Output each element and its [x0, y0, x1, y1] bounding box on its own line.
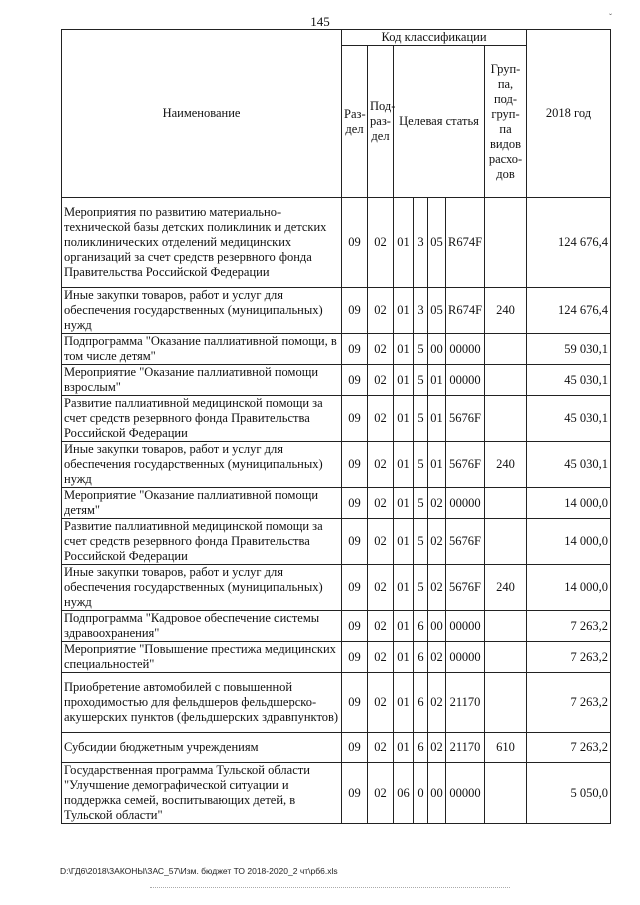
row-amount: 59 030,1	[527, 334, 611, 365]
row-event: 00	[428, 611, 446, 642]
row-section: 09	[342, 565, 368, 611]
table-row	[62, 442, 611, 488]
row-amount: 45 030,1	[527, 442, 611, 488]
row-amount: 14 000,0	[527, 565, 611, 611]
row-direction: 21170	[446, 673, 485, 733]
row-subprogram: 5	[414, 365, 428, 396]
header-section: Раз-дел	[342, 46, 368, 198]
row-direction: 5676F	[446, 519, 485, 565]
row-direction: R674F	[446, 288, 485, 334]
row-expense-group	[485, 642, 527, 673]
row-direction: 21170	[446, 733, 485, 763]
row-subprogram: 5	[414, 519, 428, 565]
scan-artifact-line	[150, 887, 510, 888]
row-subsection: 02	[368, 611, 394, 642]
row-name: Мероприятие "Повышение престижа медицинских специальностей"	[62, 642, 342, 673]
row-amount: 14 000,0	[527, 519, 611, 565]
row-name: Государственная программа Тульской области "Улучшение демографической ситуации и поддержка семей, воспитывающих детей, в Тульской области"	[62, 763, 342, 824]
table-row	[62, 565, 611, 611]
row-name: Иные закупки товаров, работ и услуг для обеспечения государственных (муниципальных) нужд	[62, 565, 342, 611]
page-number: 145	[310, 14, 330, 29]
row-program: 01	[394, 396, 414, 442]
row-name: Мероприятие "Оказание паллиативной помощи взрослым"	[62, 365, 342, 396]
row-expense-group	[485, 334, 527, 365]
row-expense-group	[485, 611, 527, 642]
row-program: 01	[394, 673, 414, 733]
row-name: Мероприятия по развитию материально-технической базы детских поликлиник и детских поликлинических отделений медицинских организаций за счет средств резервного фонда Правительства Российской Федерации	[62, 198, 342, 288]
header-subsection: Под-раз-дел	[368, 46, 394, 198]
row-subsection: 02	[368, 565, 394, 611]
row-amount: 14 000,0	[527, 488, 611, 519]
row-subprogram: 3	[414, 198, 428, 288]
header-classification-code: Код классификации	[342, 30, 527, 46]
row-direction: 00000	[446, 365, 485, 396]
row-section: 09	[342, 396, 368, 442]
row-expense-group: 240	[485, 442, 527, 488]
row-name: Развитие паллиативной медицинской помощи за счет средств резервного фонда Правительства Российской Федерации	[62, 396, 342, 442]
row-amount: 7 263,2	[527, 673, 611, 733]
table-row	[62, 288, 611, 334]
row-subsection: 02	[368, 763, 394, 824]
row-expense-group	[485, 488, 527, 519]
row-subprogram: 5	[414, 442, 428, 488]
row-program: 01	[394, 611, 414, 642]
row-section: 09	[342, 442, 368, 488]
row-name: Подпрограмма "Кадровое обеспечение системы здравоохранения"	[62, 611, 342, 642]
row-subprogram: 5	[414, 565, 428, 611]
header-expense-group: Груп-па, под-груп-па видов расхо-дов	[485, 46, 527, 198]
row-amount: 45 030,1	[527, 396, 611, 442]
row-subsection: 02	[368, 288, 394, 334]
row-subprogram: 6	[414, 642, 428, 673]
row-subsection: 02	[368, 642, 394, 673]
row-name: Иные закупки товаров, работ и услуг для обеспечения государственных (муниципальных) нужд	[62, 288, 342, 334]
row-name: Приобретение автомобилей с повышенной проходимостью для фельдшеров фельдшерско-акушерских пунктов (фельдшерских здравпунктов)	[62, 673, 342, 733]
row-event: 01	[428, 365, 446, 396]
row-direction: 00000	[446, 611, 485, 642]
row-direction: 00000	[446, 642, 485, 673]
row-subsection: 02	[368, 733, 394, 763]
row-program: 01	[394, 565, 414, 611]
row-subprogram: 5	[414, 396, 428, 442]
row-expense-group: 610	[485, 733, 527, 763]
row-subprogram: 6	[414, 733, 428, 763]
table-body	[62, 198, 611, 824]
row-section: 09	[342, 673, 368, 733]
row-section: 09	[342, 334, 368, 365]
row-program: 01	[394, 733, 414, 763]
table-row	[62, 611, 611, 642]
row-event: 02	[428, 488, 446, 519]
row-event: 02	[428, 642, 446, 673]
row-section: 09	[342, 763, 368, 824]
table-row	[62, 673, 611, 733]
row-subsection: 02	[368, 198, 394, 288]
row-direction: 00000	[446, 763, 485, 824]
row-subprogram: 6	[414, 611, 428, 642]
budget-table	[61, 29, 611, 824]
row-section: 09	[342, 611, 368, 642]
row-subprogram: 0	[414, 763, 428, 824]
row-expense-group	[485, 365, 527, 396]
row-amount: 7 263,2	[527, 733, 611, 763]
row-event: 02	[428, 733, 446, 763]
row-section: 09	[342, 733, 368, 763]
row-expense-group: 240	[485, 288, 527, 334]
table-row	[62, 763, 611, 824]
file-path-footer: D:\ГД6\2018\ЗАКОНЫ\ЗАС_57\Изм. бюджет ТО 2018-2020_2 чт\рб6.xls	[60, 866, 338, 876]
row-direction: 00000	[446, 488, 485, 519]
row-subprogram: 6	[414, 673, 428, 733]
row-event: 00	[428, 334, 446, 365]
row-amount: 7 263,2	[527, 642, 611, 673]
row-subprogram: 3	[414, 288, 428, 334]
row-name: Субсидии бюджетным учреждениям	[62, 733, 342, 763]
row-event: 00	[428, 763, 446, 824]
row-program: 01	[394, 334, 414, 365]
row-event: 01	[428, 396, 446, 442]
row-amount: 7 263,2	[527, 611, 611, 642]
row-expense-group	[485, 396, 527, 442]
table-row	[62, 396, 611, 442]
row-section: 09	[342, 642, 368, 673]
table-row	[62, 365, 611, 396]
header-target-item: Целевая статья	[394, 46, 485, 198]
row-program: 01	[394, 642, 414, 673]
row-subsection: 02	[368, 396, 394, 442]
row-amount: 124 676,4	[527, 198, 611, 288]
row-subprogram: 5	[414, 334, 428, 365]
row-name: Развитие паллиативной медицинской помощи за счет средств резервного фонда Правительства Российской Федерации	[62, 519, 342, 565]
row-program: 01	[394, 288, 414, 334]
row-program: 01	[394, 198, 414, 288]
table-row	[62, 519, 611, 565]
row-event: 02	[428, 519, 446, 565]
row-subprogram: 5	[414, 488, 428, 519]
header-year: 2018 год	[527, 30, 611, 198]
row-direction: 5676F	[446, 565, 485, 611]
row-name: Мероприятие "Оказание паллиативной помощи детям"	[62, 488, 342, 519]
row-amount: 45 030,1	[527, 365, 611, 396]
row-event: 02	[428, 673, 446, 733]
table-row	[62, 642, 611, 673]
row-section: 09	[342, 488, 368, 519]
row-expense-group: 240	[485, 565, 527, 611]
row-subsection: 02	[368, 673, 394, 733]
row-direction: 5676F	[446, 396, 485, 442]
row-program: 06	[394, 763, 414, 824]
header-name: Наименование	[62, 30, 342, 198]
row-name: Подпрограмма "Оказание паллиативной помощи, в том числе детям"	[62, 334, 342, 365]
row-program: 01	[394, 365, 414, 396]
row-direction: 5676F	[446, 442, 485, 488]
row-subsection: 02	[368, 519, 394, 565]
row-section: 09	[342, 519, 368, 565]
table-row	[62, 733, 611, 763]
table-row	[62, 198, 611, 288]
row-section: 09	[342, 198, 368, 288]
row-subsection: 02	[368, 365, 394, 396]
row-name: Иные закупки товаров, работ и услуг для обеспечения государственных (муниципальных) нужд	[62, 442, 342, 488]
row-direction: 00000	[446, 334, 485, 365]
row-program: 01	[394, 442, 414, 488]
row-event: 05	[428, 288, 446, 334]
row-event: 02	[428, 565, 446, 611]
row-section: 09	[342, 288, 368, 334]
row-program: 01	[394, 488, 414, 519]
row-direction: R674F	[446, 198, 485, 288]
row-subsection: 02	[368, 488, 394, 519]
row-subsection: 02	[368, 442, 394, 488]
row-program: 01	[394, 519, 414, 565]
corner-mark: ˇ	[609, 12, 612, 22]
row-amount: 5 050,0	[527, 763, 611, 824]
row-expense-group	[485, 519, 527, 565]
table-row	[62, 488, 611, 519]
row-amount: 124 676,4	[527, 288, 611, 334]
row-expense-group	[485, 198, 527, 288]
row-subsection: 02	[368, 334, 394, 365]
row-section: 09	[342, 365, 368, 396]
row-event: 05	[428, 198, 446, 288]
table-row	[62, 334, 611, 365]
row-expense-group	[485, 763, 527, 824]
row-expense-group	[485, 673, 527, 733]
row-event: 01	[428, 442, 446, 488]
